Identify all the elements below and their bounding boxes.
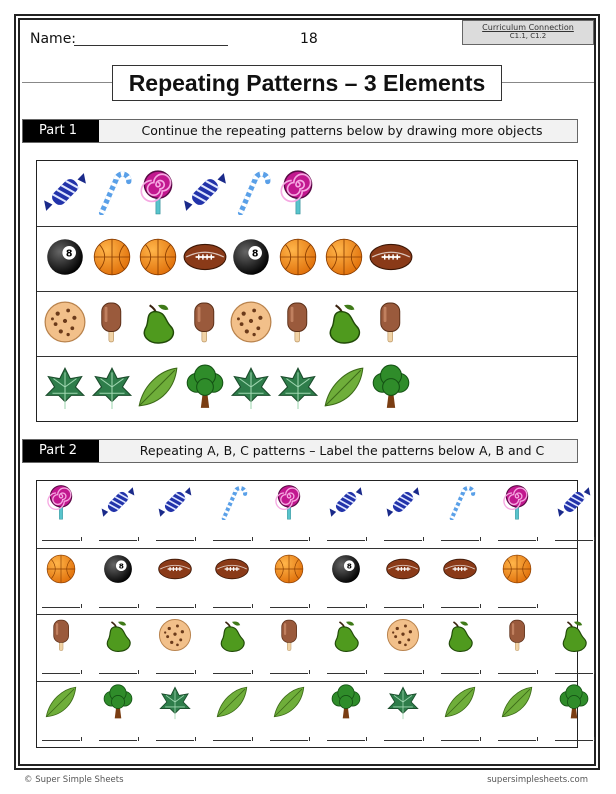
popsicle-icon [376, 299, 405, 345]
label-blank[interactable] [555, 673, 593, 674]
ivyleaf-icon [42, 364, 88, 410]
basketball-icon [135, 234, 181, 280]
greenleaf-icon [135, 364, 181, 410]
ivyleaf-icon [275, 364, 321, 410]
part2-instruction: Repeating A, B, C patterns – Label the patterns below A, B and C [139, 443, 545, 458]
tree-icon [556, 684, 592, 720]
cookie-icon [42, 299, 88, 345]
name-line[interactable] [74, 45, 228, 46]
candy-icon [157, 484, 193, 520]
popsicle-icon [283, 299, 312, 345]
part1-pattern-grid [36, 160, 578, 422]
label-blank[interactable] [99, 740, 137, 741]
label-blank[interactable] [270, 740, 308, 741]
cookie-icon [385, 617, 421, 653]
label-blank[interactable] [156, 740, 194, 741]
popsicle-icon [278, 617, 300, 653]
basketball-icon [43, 551, 79, 587]
basketball-icon [275, 234, 321, 280]
pear-icon [556, 617, 592, 653]
svg-text:8: 8 [251, 248, 259, 260]
greenleaf-icon [499, 684, 535, 720]
label-blank[interactable] [441, 673, 479, 674]
cane-icon [228, 169, 274, 215]
pattern-row [37, 614, 577, 682]
pear-icon [328, 617, 364, 653]
eightball-icon [328, 551, 364, 587]
basketball-icon [89, 234, 135, 280]
worksheet-title: Repeating Patterns – 3 Elements [112, 65, 502, 101]
pattern-row [37, 291, 577, 357]
cane-icon [442, 484, 478, 520]
eightball-icon [228, 234, 274, 280]
popsicle-icon [50, 617, 72, 653]
pattern-row [37, 161, 577, 227]
part1-tag: Part 1 [23, 120, 99, 142]
lollipop-icon [499, 484, 535, 520]
popsicle-icon [190, 299, 219, 345]
pattern-row [37, 681, 577, 748]
label-blank[interactable] [270, 673, 308, 674]
popsicle-icon [506, 617, 528, 653]
popsicle-icon [97, 299, 126, 345]
pear-icon [214, 617, 250, 653]
label-blank[interactable] [441, 607, 479, 608]
candy-icon [100, 484, 136, 520]
football-icon [214, 551, 250, 587]
ivyleaf-icon [385, 684, 421, 720]
tree-icon [182, 364, 228, 410]
greenleaf-icon [442, 684, 478, 720]
pattern-row [37, 481, 577, 549]
label-blank[interactable] [441, 540, 479, 541]
label-blank[interactable] [555, 540, 593, 541]
cookie-icon [157, 617, 193, 653]
label-blank[interactable] [327, 540, 365, 541]
cane-icon [214, 484, 250, 520]
pear-icon [135, 299, 181, 345]
part2-pattern-grid [36, 480, 578, 748]
greenleaf-icon [43, 684, 79, 720]
label-blank[interactable] [270, 540, 308, 541]
candy-icon [556, 484, 592, 520]
pear-icon [442, 617, 478, 653]
label-blank[interactable] [213, 540, 251, 541]
label-blank[interactable] [327, 607, 365, 608]
label-blank[interactable] [498, 607, 536, 608]
label-blank[interactable] [384, 673, 422, 674]
label-blank[interactable] [99, 673, 137, 674]
pattern-row [37, 548, 577, 616]
label-blank[interactable] [156, 540, 194, 541]
pattern-row [37, 356, 577, 421]
label-blank[interactable] [99, 540, 137, 541]
label-blank[interactable] [156, 607, 194, 608]
label-blank[interactable] [384, 740, 422, 741]
name-label: Name: [30, 31, 77, 47]
football-icon [442, 551, 478, 587]
label-blank[interactable] [42, 540, 80, 541]
basketball-icon [271, 551, 307, 587]
svg-text:8: 8 [65, 248, 73, 260]
svg-text:8: 8 [118, 561, 124, 571]
ivyleaf-icon [157, 684, 193, 720]
curriculum-codes: C1.1, C1.2 [509, 32, 547, 40]
pattern-row [37, 226, 577, 292]
candy-icon [42, 169, 88, 215]
tree-icon [328, 684, 364, 720]
footer-website: supersimplesheets.com [487, 775, 588, 785]
curriculum-box [462, 20, 594, 45]
eightball-icon [100, 551, 136, 587]
football-icon [157, 551, 193, 587]
label-blank[interactable] [498, 540, 536, 541]
tree-icon [100, 684, 136, 720]
basketball-icon [499, 551, 535, 587]
label-blank[interactable] [327, 740, 365, 741]
curriculum-title: Curriculum Connection [482, 23, 574, 32]
lollipop-icon [271, 484, 307, 520]
part1-instruction: Continue the repeating patterns below by drawing more objects [141, 123, 543, 138]
part2-tag: Part 2 [23, 440, 99, 462]
footer-copyright: © Super Simple Sheets [24, 775, 124, 785]
pear-icon [100, 617, 136, 653]
label-blank[interactable] [213, 673, 251, 674]
cookie-icon [228, 299, 274, 345]
cane-icon [89, 169, 135, 215]
greenleaf-icon [321, 364, 367, 410]
lollipop-icon [275, 169, 321, 215]
label-blank[interactable] [213, 740, 251, 741]
svg-text:8: 8 [346, 561, 352, 571]
tree-icon [368, 364, 414, 410]
candy-icon [328, 484, 364, 520]
ivyleaf-icon [228, 364, 274, 410]
ivyleaf-icon [89, 364, 135, 410]
part2-bar [22, 439, 578, 463]
candy-icon [182, 169, 228, 215]
football-icon [385, 551, 421, 587]
label-blank[interactable] [42, 607, 80, 608]
label-blank[interactable] [384, 540, 422, 541]
greenleaf-icon [214, 684, 250, 720]
pear-icon [321, 299, 367, 345]
label-blank[interactable] [42, 673, 80, 674]
page-number: 18 [300, 31, 318, 47]
label-blank[interactable] [327, 673, 365, 674]
label-blank[interactable] [213, 607, 251, 608]
greenleaf-icon [271, 684, 307, 720]
label-blank[interactable] [270, 607, 308, 608]
part1-bar [22, 119, 578, 143]
label-blank[interactable] [498, 673, 536, 674]
label-blank[interactable] [441, 740, 479, 741]
label-blank[interactable] [384, 607, 422, 608]
label-blank[interactable] [156, 673, 194, 674]
label-blank[interactable] [498, 740, 536, 741]
eightball-icon [42, 234, 88, 280]
lollipop-icon [43, 484, 79, 520]
candy-icon [385, 484, 421, 520]
label-blank[interactable] [555, 740, 593, 741]
label-blank[interactable] [42, 740, 80, 741]
basketball-icon [321, 234, 367, 280]
football-icon [182, 234, 228, 280]
label-blank[interactable] [99, 607, 137, 608]
lollipop-icon [135, 169, 181, 215]
football-icon [368, 234, 414, 280]
